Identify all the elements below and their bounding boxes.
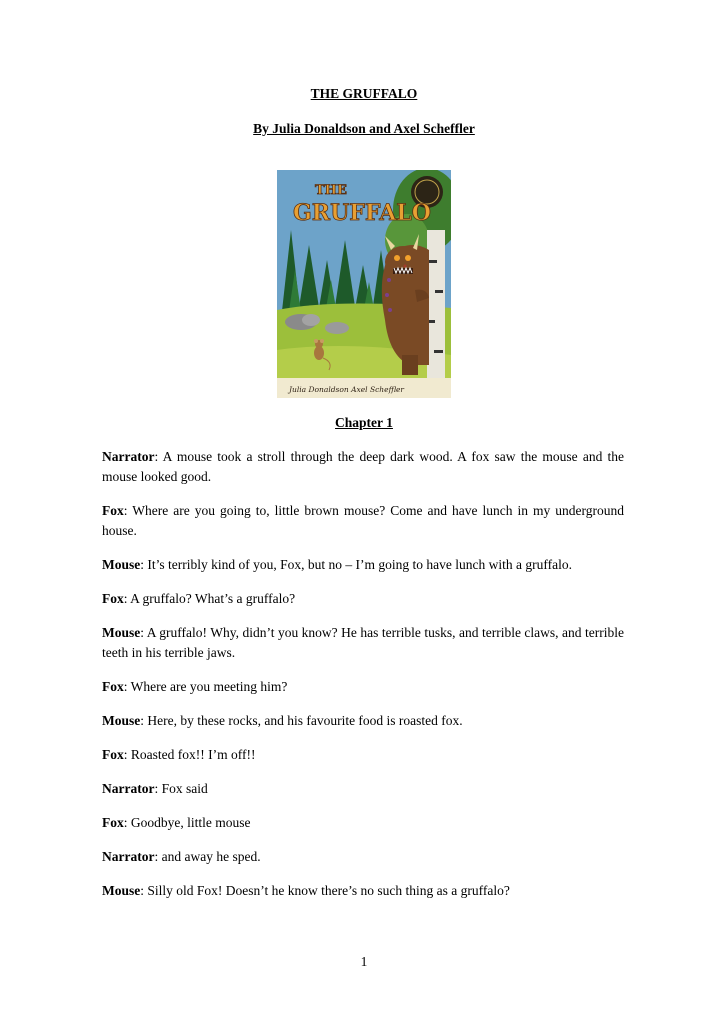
dialogue-line <box>102 779 624 799</box>
line-text: : It’s terribly kind of you, Fox, but no – I’m going to have lunch with a gruffalo. <box>140 557 572 572</box>
speaker-name: Fox <box>102 503 124 518</box>
line-text: : Goodbye, little mouse <box>123 815 251 830</box>
page-number: 1 <box>360 954 368 969</box>
speaker-name: Fox <box>102 815 124 830</box>
speaker-name: Fox <box>102 591 124 606</box>
dialogue-line <box>102 589 624 609</box>
dialogue-line <box>102 501 624 541</box>
document-byline: By Julia Donaldson and Axel Scheffler <box>253 121 475 136</box>
line-text: : A gruffalo! Why, didn’t you know? He has terrible tusks, and terrible claws, and terrible teeth in his terrible jaws. <box>102 625 624 660</box>
dialogue-line <box>102 881 624 901</box>
line-text: : and away he sped. <box>154 849 261 864</box>
dialogue-line <box>102 847 624 867</box>
speaker-name: Mouse <box>102 557 141 572</box>
line-text: : Where are you meeting him? <box>123 679 288 694</box>
document-title: THE GRUFFALO <box>310 86 418 101</box>
line-text: : Roasted fox!! I’m off!! <box>123 747 256 762</box>
dialogue-line <box>102 745 624 765</box>
line-text: : A gruffalo? What’s a gruffalo? <box>123 591 296 606</box>
speaker-name: Fox <box>102 747 124 762</box>
dialogue-line <box>102 677 624 697</box>
cover-birch-tree <box>427 230 445 398</box>
speaker-name: Narrator <box>102 449 155 464</box>
book-cover-image <box>277 170 451 398</box>
dialogue-line <box>102 711 624 731</box>
cover-authors: Julia Donaldson Axel Scheffler <box>289 385 404 394</box>
line-text: : A mouse took a stroll through the deep dark wood. A fox saw the mouse and the mouse looked good. <box>102 449 624 484</box>
line-text: : Silly old Fox! Doesn’t he know there’s no such thing as a gruffalo? <box>140 883 510 898</box>
cover-title-large: GRUFFALO <box>293 200 431 226</box>
dialogue-line <box>102 447 624 487</box>
line-text: : Where are you going to, little brown mouse? Come and have lunch in my underground house. <box>102 503 624 538</box>
speaker-name: Narrator <box>102 781 155 796</box>
speaker-name: Mouse <box>102 883 141 898</box>
dialogue-body <box>102 447 624 915</box>
dialogue-line <box>102 813 624 833</box>
speaker-name: Mouse <box>102 713 141 728</box>
dialogue-line <box>102 555 624 575</box>
line-text: : Here, by these rocks, and his favourite food is roasted fox. <box>140 713 463 728</box>
speaker-name: Mouse <box>102 625 141 640</box>
chapter-heading: Chapter 1 <box>335 415 393 430</box>
speaker-name: Narrator <box>102 849 155 864</box>
dialogue-line <box>102 623 624 663</box>
line-text: : Fox said <box>154 781 208 796</box>
cover-title-small: THE <box>315 183 347 198</box>
speaker-name: Fox <box>102 679 124 694</box>
